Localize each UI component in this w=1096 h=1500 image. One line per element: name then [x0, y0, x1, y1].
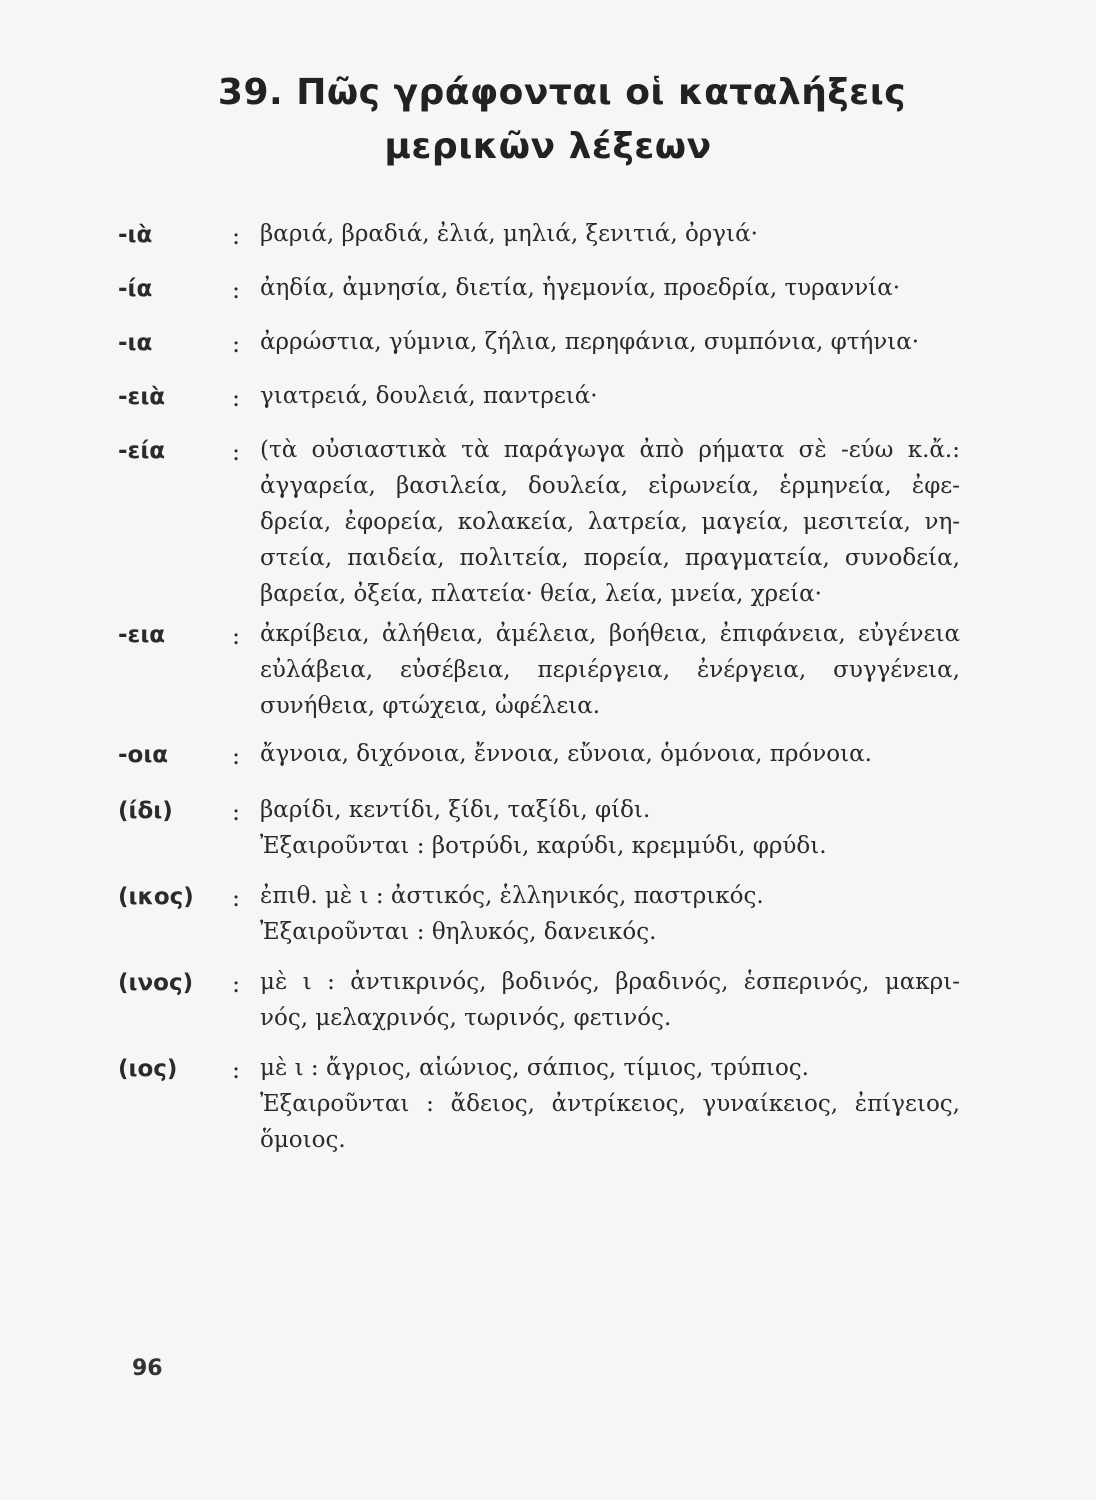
entry-suffix: -ια — [118, 330, 153, 356]
entry-line: βαριά, βραδιά, ἐλιά, μηλιά, ξενιτιά, ὀργιά· — [260, 221, 758, 247]
entry-line: ἄγνοια, διχόνοια, ἔννοια, εὔνοια, ὁμόνοια, πρόνοια. — [260, 741, 872, 767]
entry-line: ἐπιθ. μὲ ι : ἀστικός, ἑλληνικός, παστρικός. — [260, 883, 764, 909]
entry-line: συνήθεια, φτώχεια, ὠφέλεια. — [260, 693, 601, 719]
entry-line: βαρίδι, κεντίδι, ξίδι, ταξίδι, φίδι. — [260, 797, 651, 823]
entry-suffix: (ίδι) — [118, 798, 173, 824]
entry-line: βαρεία, ὀξεία, πλατεία· θεία, λεία, μνεία, χρεία· — [260, 581, 822, 607]
entry-line: μὲ ι : ἄγριος, αἰώνιος, σάπιος, τίμιος, τρύπιος. — [260, 1055, 809, 1081]
entry-colon: : — [232, 742, 241, 770]
entry-line: γιατρειά, δουλειά, παντρειά· — [260, 383, 598, 409]
entry-body — [260, 736, 960, 772]
entry-line: νός, μελαχρινός, τωρινός, φετινός. — [260, 1005, 672, 1031]
entry-suffix: -οια — [118, 742, 169, 768]
entry-body — [260, 964, 960, 1036]
entry-suffix: -ειὰ — [118, 384, 166, 410]
entry-line: (τὰ οὐσιαστικὰ τὰ παράγωγα ἀπὸ ρήματα σὲ -εύω κ.ἄ.: — [260, 437, 960, 463]
entry-body — [260, 378, 960, 414]
entry-colon: : — [232, 622, 241, 650]
entry-body — [260, 878, 960, 950]
entry-suffix: -ιὰ — [118, 222, 153, 248]
entry-line: μὲ ι : ἀντικρινός, βοδινός, βραδινός, ἑσπερινός, μακρι- — [260, 969, 960, 995]
entry-line: στεία, παιδεία, πολιτεία, πορεία, πραγματεία, συνοδεία, — [260, 545, 960, 571]
entry-line: Ἐξαιροῦνται : βοτρύδι, καρύδι, κρεμμύδι, φρύδι. — [260, 833, 827, 859]
entry-line: ἀκρίβεια, ἀλήθεια, ἀμέλεια, βοήθεια, ἐπιφάνεια, εὐγένεια — [260, 621, 960, 647]
page-number: 96 — [132, 1356, 163, 1381]
entry-colon: : — [232, 384, 241, 412]
entry-colon: : — [232, 222, 241, 250]
entry-suffix: -εια — [118, 622, 166, 648]
entry-suffix: (ικος) — [118, 884, 194, 910]
entry-line: ἀηδία, ἀμνησία, διετία, ἡγεμονία, προεδρία, τυραννία· — [260, 275, 901, 301]
entry-colon: : — [232, 884, 241, 912]
entry-suffix: -εία — [118, 438, 166, 464]
entry-suffix: -ία — [118, 276, 153, 302]
entry-line: Ἐξαιροῦνται : θηλυκός, δανεικός. — [260, 919, 657, 945]
entry-body — [260, 616, 960, 724]
section-title-continued: μερικῶν λέξεων — [384, 126, 712, 167]
entry-body — [260, 1050, 960, 1158]
entry-colon: : — [232, 438, 241, 466]
entry-suffix: (ιος) — [118, 1056, 178, 1082]
entry-line: ἀρρώστια, γύμνια, ζήλια, περηφάνια, συμπόνια, φτήνια· — [260, 329, 920, 355]
section-title: 39. Πῶς γράφονται οἱ καταλήξεις — [217, 72, 907, 113]
entry-line: ἀγγαρεία, βασιλεία, δουλεία, εἰρωνεία, ἑρμηνεία, ἐφε- — [260, 473, 960, 499]
entry-suffix: (ινος) — [118, 970, 194, 996]
entry-line: ὅμοιος. — [260, 1127, 346, 1153]
entry-line: δρεία, ἐφορεία, κολακεία, λατρεία, μαγεία, μεσιτεία, νη- — [260, 509, 960, 535]
entry-body — [260, 216, 960, 252]
entry-colon: : — [232, 276, 241, 304]
entry-body — [260, 270, 960, 306]
entry-colon: : — [232, 798, 241, 826]
entry-colon: : — [232, 330, 241, 358]
entry-colon: : — [232, 970, 241, 998]
entry-body — [260, 792, 960, 864]
entry-colon: : — [232, 1056, 241, 1084]
entry-line: Ἐξαιροῦνται : ἄδειος, ἀντρίκειος, γυναίκειος, ἐπίγειος, — [260, 1091, 960, 1117]
entry-body — [260, 432, 960, 612]
entry-line: εὐλάβεια, εὐσέβεια, περιέργεια, ἐνέργεια, συγγένεια, — [260, 657, 960, 683]
entry-body — [260, 324, 960, 360]
